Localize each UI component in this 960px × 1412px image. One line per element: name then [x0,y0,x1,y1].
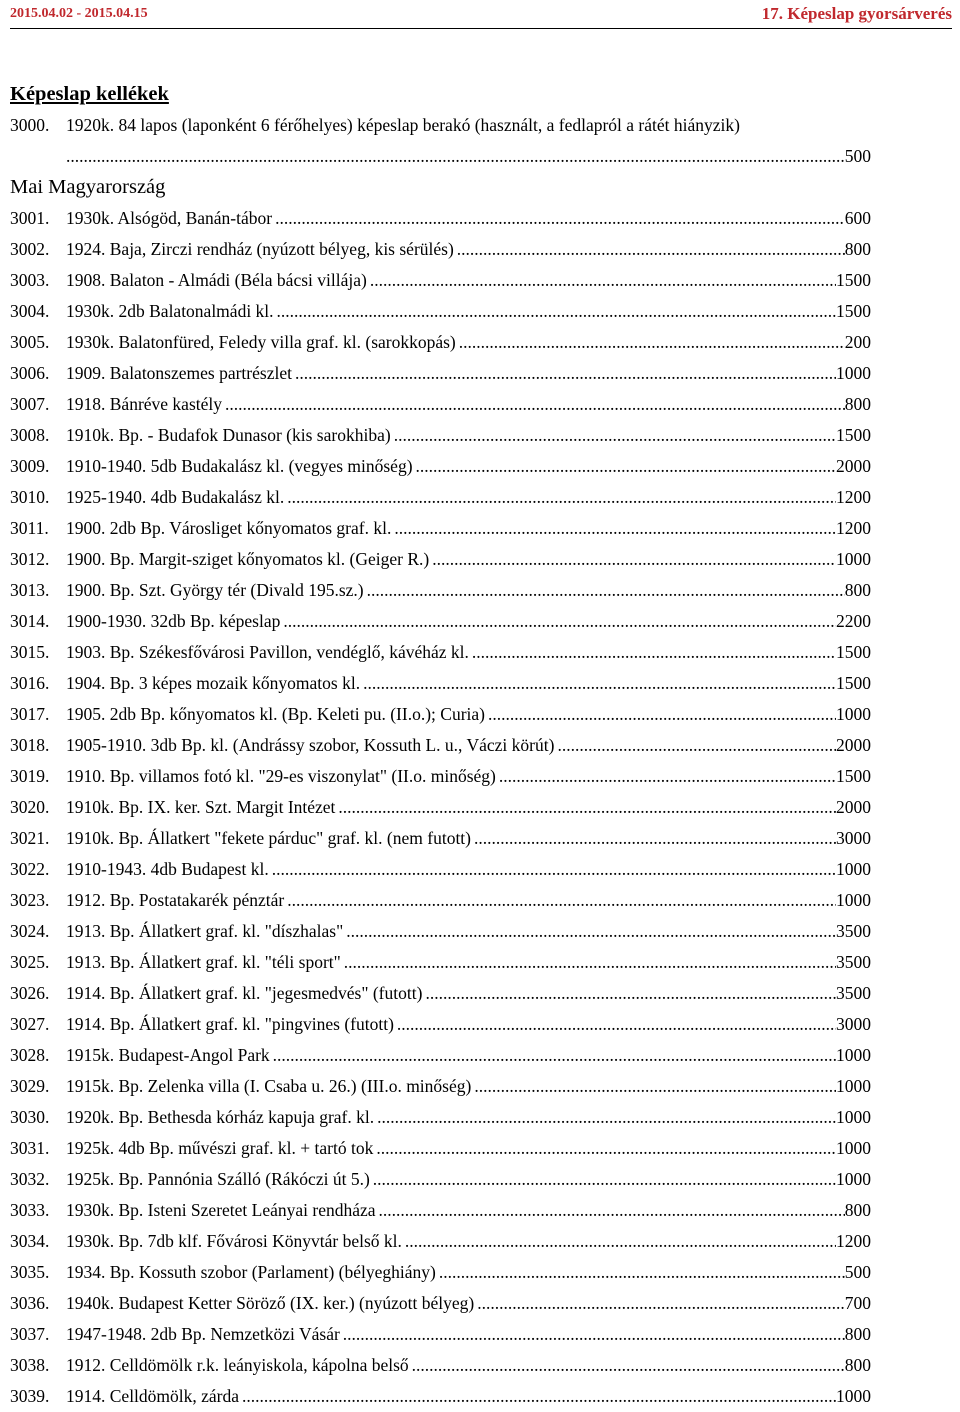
lot-description: 1913. Bp. Állatkert graf. kl. "téli sport" [66,952,341,972]
lot-item [10,1288,871,1319]
lot-item [10,854,871,885]
lot-description: 1924. Baja, Zirczi rendház (nyúzott bélyeg, kis sérülés) [66,239,454,259]
lot-item [10,916,871,947]
lot-price: 1000 [836,1107,871,1127]
dot-leader [338,792,836,823]
lot-item [10,389,871,420]
lot-price: 1000 [836,363,871,383]
lot-number: 3010. [10,487,50,507]
lot-item [10,1040,871,1071]
lot-price: 800 [844,1324,871,1344]
lot-item [10,482,871,513]
lot-description: 1914. Celldömölk, zárda [66,1386,240,1406]
dot-leader [367,575,845,606]
lot-item [10,296,871,327]
dot-leader [472,637,836,668]
dot-leader [272,854,836,885]
lot-description: 1930k. Bp. Isteni Szeretet Leányai rendháza [66,1200,376,1220]
lot-number: 3032. [10,1169,50,1189]
lot-number: 3028. [10,1045,50,1065]
lot-description: 1905. 2db Bp. kőnyomatos kl. (Bp. Keleti pu. (II.o.); Curia) [66,704,485,724]
lot-price: 1000 [836,859,871,879]
lot-price: 3500 [836,921,871,941]
lot-price: 1000 [836,890,871,910]
lot-description: 1947-1948. 2db Bp. Nemzetközi Vásár [66,1324,340,1344]
lot-price: 800 [844,1200,871,1220]
dot-leader [457,234,845,265]
lot-description: 1900. Bp. Szt. György tér (Divald 195.sz.) [66,580,364,600]
dot-leader [405,1226,836,1257]
lot-price: 800 [844,239,871,259]
lot-description: 1915k. Budapest-Angol Park [66,1045,270,1065]
lot-item [10,1226,871,1257]
lot-number: 3036. [10,1293,50,1313]
dot-leader [557,730,836,761]
lot-item [10,1257,871,1288]
lot-description: 1905-1910. 3db Bp. kl. (Andrássy szobor, Kossuth L. u., Váczi körút) [66,735,555,755]
lot-description: 1904. Bp. 3 képes mozaik kőnyomatos kl. [66,673,361,693]
lot-number: 3033. [10,1200,50,1220]
lot-item [10,668,871,699]
lot-item [10,947,871,978]
lot-description: 1910-1940. 5db Budakalász kl. (vegyes minőség) [66,456,413,476]
lot-item [10,513,871,544]
lot-price: 3500 [836,952,871,972]
lot-item [10,1381,871,1412]
lot-price: 1200 [836,487,871,507]
dot-leader [459,327,845,358]
lot-item [10,327,871,358]
section-title-accessories: Képeslap kellékek [10,83,169,105]
dot-leader [370,265,836,296]
dot-leader [66,141,845,172]
dot-leader [474,823,836,854]
lot-number: 3017. [10,704,50,724]
lot-item [10,792,871,823]
dot-leader [283,606,836,637]
lot-description: 1934. Bp. Kossuth szobor (Parlament) (bélyeghiány) [66,1262,436,1282]
lot-price: 1500 [836,270,871,290]
lot-number: 3005. [10,332,50,352]
lot-description: 1920k. 84 lapos (laponként 6 férőhelyes) képeslap berakó (használt, a fedlapról a rátét hiányzik) [66,115,740,135]
lot-description: 1910k. Bp. Állatkert "fekete párduc" graf. kl. (nem futott) [66,828,471,848]
lot-description: 1930k. Bp. 7db klf. Fővárosi Könyvtár belső kl. [66,1231,402,1251]
lot-description: 1925k. Bp. Pannónia Szálló (Rákóczi út 5.) [66,1169,370,1189]
lot-price: 800 [844,580,871,600]
lot-number: 3026. [10,983,50,1003]
lot-item [10,544,871,575]
lot-price: 2000 [836,735,871,755]
lot-item-continuation [10,141,871,172]
lot-description: 1900-1930. 32db Bp. képeslap [66,611,281,631]
lot-item [10,1164,871,1195]
dot-leader [416,451,836,482]
lot-description: 1914. Bp. Állatkert graf. kl. "pingvines (futott) [66,1014,394,1034]
lot-description: 1925-1940. 4db Budakalász kl. [66,487,285,507]
lot-description: 1908. Balaton - Almádi (Béla bácsi villája) [66,270,367,290]
lot-item [10,761,871,792]
auction-title: 17. Képeslap gyorsárverés [761,4,952,23]
dot-leader [394,513,836,544]
lot-number: 3006. [10,363,50,383]
lot-number: 3031. [10,1138,50,1158]
lot-description: 1912. Celldömölk r.k. leányiskola, kápolna belső [66,1355,409,1375]
lot-price: 1000 [836,1169,871,1189]
lot-description: 1930k. Alsógöd, Banán-tábor [66,208,273,228]
lot-number: 3023. [10,890,50,910]
dot-leader [373,1164,836,1195]
lot-description: 1930k. 2db Balatonalmádi kl. [66,301,274,321]
lot-price: 1500 [836,673,871,693]
dot-leader [295,358,836,389]
dot-leader [343,1319,845,1350]
lot-price: 2200 [836,611,871,631]
lot-item [10,234,871,265]
lot-item [10,637,871,668]
lot-item [10,1195,871,1226]
lot-item [10,110,871,141]
lot-number: 3039. [10,1386,50,1406]
lot-price: 1500 [836,642,871,662]
dot-leader [287,482,836,513]
lot-number: 3001. [10,208,50,228]
lot-number: 3004. [10,301,50,321]
lot-item [10,265,871,296]
lot-price: 500 [844,146,871,166]
lot-list [10,79,871,1412]
lot-price: 1500 [836,301,871,321]
lot-item [10,575,871,606]
lot-description: 1910. Bp. villamos fotó kl. "29-es viszonylat" (II.o. minőség) [66,766,496,786]
lot-number: 3016. [10,673,50,693]
lot-item [10,1102,871,1133]
dot-leader [275,203,845,234]
lot-item [10,978,871,1009]
lot-price: 1200 [836,518,871,538]
date-range: 2015.04.02 - 2015.04.15 [10,6,148,21]
dot-leader [439,1257,845,1288]
dot-leader [488,699,836,730]
lot-item [10,885,871,916]
lot-number: 3037. [10,1324,50,1344]
lot-number: 3012. [10,549,50,569]
lot-item [10,1133,871,1164]
lot-price: 1500 [836,766,871,786]
lot-description: 1909. Balatonszemes partrészlet [66,363,292,383]
lot-item [10,203,871,234]
lot-description: 1918. Bánréve kastély [66,394,222,414]
lot-item [10,730,871,761]
lot-item [10,606,871,637]
lot-number: 3018. [10,735,50,755]
lot-description: 1914. Bp. Állatkert graf. kl. "jegesmedvés" (futott) [66,983,423,1003]
lot-price: 1000 [836,549,871,569]
lot-item [10,1319,871,1350]
dot-leader [376,1133,836,1164]
lot-number: 3015. [10,642,50,662]
dot-leader [397,1009,836,1040]
lot-item [10,823,871,854]
lot-price: 1000 [836,1045,871,1065]
lot-number: 3030. [10,1107,50,1127]
lot-number: 3003. [10,270,50,290]
lot-description: 1930k. Balatonfüred, Feledy villa graf. kl. (sarokkopás) [66,332,456,352]
dot-leader [363,668,836,699]
lot-number: 3021. [10,828,50,848]
dot-leader [477,1288,845,1319]
dot-leader [377,1102,836,1133]
dot-leader [225,389,845,420]
dot-leader [394,420,836,451]
lot-description: 1903. Bp. Székesfővárosi Pavillon, vendéglő, kávéház kl. [66,642,469,662]
lot-description: 1925k. 4db Bp. művészi graf. kl. + tartó tok [66,1138,374,1158]
dot-leader [277,296,836,327]
dot-leader [287,885,836,916]
lot-description: 1900. Bp. Margit-sziget kőnyomatos kl. (Geiger R.) [66,549,430,569]
lot-description: 1910k. Bp. - Budafok Dunasor (kis sarokhiba) [66,425,391,445]
dot-leader [346,916,836,947]
lot-price: 1200 [836,1231,871,1251]
lot-number: 3008. [10,425,50,445]
lot-number: 3020. [10,797,50,817]
lot-price: 700 [844,1293,871,1313]
lot-price: 1500 [836,425,871,445]
lot-description: 1940k. Budapest Ketter Söröző (IX. ker.) (nyúzott bélyeg) [66,1293,475,1313]
lot-item [10,1350,871,1381]
lot-description: 1910-1943. 4db Budapest kl. [66,859,269,879]
lot-price: 500 [844,1262,871,1282]
lot-number: 3000. [10,115,50,135]
lot-item [10,699,871,730]
lot-number: 3029. [10,1076,50,1096]
lot-number: 3007. [10,394,50,414]
dot-leader [412,1350,845,1381]
lot-price: 3000 [836,828,871,848]
lot-description: 1910k. Bp. IX. ker. Szt. Margit Intézet [66,797,336,817]
dot-leader [344,947,836,978]
lot-number: 3024. [10,921,50,941]
lot-price: 1000 [836,704,871,724]
lot-number: 3025. [10,952,50,972]
page-header [10,0,952,29]
lot-description: 1900. 2db Bp. Városliget kőnyomatos graf. kl. [66,518,392,538]
lot-price: 800 [844,1355,871,1375]
dot-leader [273,1040,836,1071]
lot-number: 3013. [10,580,50,600]
lot-item [10,1071,871,1102]
lot-price: 3000 [836,1014,871,1034]
lot-description: 1912. Bp. Postatakarék pénztár [66,890,285,910]
lot-item [10,358,871,389]
lot-description: 1913. Bp. Állatkert graf. kl. "díszhalas" [66,921,344,941]
lot-price: 600 [844,208,871,228]
dot-leader [474,1071,836,1102]
lot-price: 1000 [836,1076,871,1096]
lot-items [10,203,871,1412]
lot-number: 3034. [10,1231,50,1251]
lot-number: 3011. [10,518,49,538]
lot-item [10,1009,871,1040]
lot-number: 3014. [10,611,50,631]
lot-price: 2000 [836,797,871,817]
lot-description: 1920k. Bp. Bethesda kórház kapuja graf. kl. [66,1107,375,1127]
dot-leader [432,544,836,575]
lot-price: 800 [844,394,871,414]
lot-price: 2000 [836,456,871,476]
lot-number: 3009. [10,456,50,476]
lot-price: 200 [844,332,871,352]
lot-number: 3035. [10,1262,50,1282]
dot-leader [379,1195,845,1226]
lot-price: 3500 [836,983,871,1003]
lot-price: 1000 [836,1138,871,1158]
lot-item [10,451,871,482]
lot-description: 1915k. Bp. Zelenka villa (I. Csaba u. 26.) (III.o. minőség) [66,1076,472,1096]
lot-number: 3027. [10,1014,50,1034]
section-title-hungary: Mai Magyarország [10,176,166,198]
lot-number: 3022. [10,859,50,879]
lot-number: 3002. [10,239,50,259]
lot-price: 1000 [836,1386,871,1406]
dot-leader [499,761,836,792]
dot-leader [425,978,836,1009]
lot-number: 3019. [10,766,50,786]
dot-leader [242,1381,836,1412]
lot-item [10,420,871,451]
lot-number: 3038. [10,1355,50,1375]
